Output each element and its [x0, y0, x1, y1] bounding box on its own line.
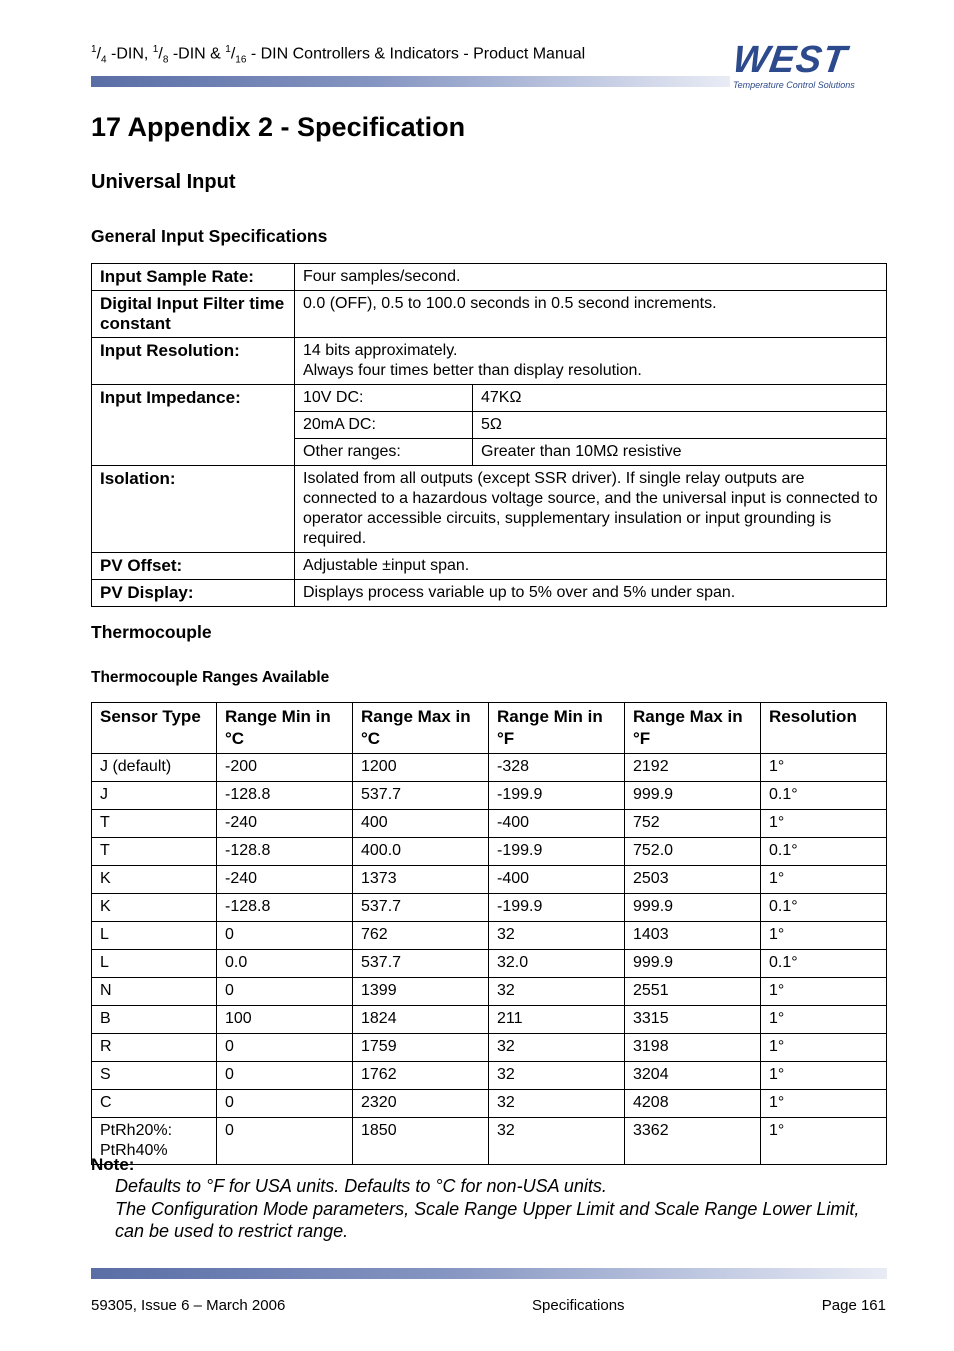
spec-value: Adjustable ±input span.	[295, 553, 887, 580]
table-cell: 752	[625, 810, 761, 838]
column-header: Range Max in °F	[625, 703, 761, 754]
table-cell: 1°	[761, 978, 887, 1006]
note-text	[115, 1175, 885, 1243]
table-cell: N	[92, 978, 217, 1006]
table-cell: 3362	[625, 1118, 761, 1165]
column-header: Range Min in °F	[489, 703, 625, 754]
table-cell: 2551	[625, 978, 761, 1006]
impedance-range: Other ranges:	[295, 439, 473, 466]
spec-value-line: Always four times better than display resolution.	[303, 362, 642, 379]
table-cell: 0.1°	[761, 894, 887, 922]
table-cell: 32	[489, 1062, 625, 1090]
table-cell: 0	[217, 1090, 353, 1118]
spec-value: Isolated from all outputs (except SSR driver). If single relay outputs are connected to a hazardous voltage source, and the universal input is connected to operator accessible circuits, supplementary insulation or input grounding is required.	[295, 466, 887, 553]
table-cell: 999.9	[625, 950, 761, 978]
table-cell: 400	[353, 810, 489, 838]
fraction-numerator: 1	[152, 44, 159, 55]
table-cell: 1°	[761, 1090, 887, 1118]
column-header: Resolution	[761, 703, 887, 754]
table-row	[92, 894, 887, 922]
spec-label: Input Impedance:	[92, 385, 295, 466]
table-cell: 1°	[761, 1006, 887, 1034]
general-specs-heading: General Input Specifications	[91, 226, 328, 246]
table-cell: 1°	[761, 866, 887, 894]
table-cell: 1°	[761, 810, 887, 838]
table-cell: 1759	[353, 1034, 489, 1062]
footer-section: Specifications	[532, 1297, 625, 1314]
table-row	[92, 782, 887, 810]
fraction-denominator: 16	[235, 54, 247, 66]
table-row	[92, 580, 887, 607]
thermocouple-ranges-table	[91, 702, 887, 1165]
spec-label: PV Display:	[92, 580, 295, 607]
table-cell: 537.7	[353, 782, 489, 810]
table-cell: L	[92, 922, 217, 950]
spec-value-line: 14 bits approximately.	[303, 342, 458, 359]
table-row	[92, 1062, 887, 1090]
west-logo	[730, 39, 888, 90]
table-cell: 1399	[353, 978, 489, 1006]
table-cell: 400.0	[353, 838, 489, 866]
table-cell: 1°	[761, 1118, 887, 1165]
table-cell: K	[92, 894, 217, 922]
thermocouple-subheading: Thermocouple Ranges Available	[91, 669, 330, 686]
table-row	[92, 1118, 887, 1165]
table-cell: 2503	[625, 866, 761, 894]
general-specs-table	[91, 263, 887, 607]
table-cell: 537.7	[353, 950, 489, 978]
footer-doc-info: 59305, Issue 6 – March 2006	[91, 1297, 286, 1314]
table-cell: 1200	[353, 754, 489, 782]
table-cell: 762	[353, 922, 489, 950]
spec-label: Digital Input Filter time constant	[92, 291, 295, 338]
table-cell: 752.0	[625, 838, 761, 866]
section-title: Universal Input	[91, 171, 236, 193]
table-cell: 100	[217, 1006, 353, 1034]
table-row	[92, 553, 887, 580]
table-cell: 0.1°	[761, 950, 887, 978]
thermocouple-heading: Thermocouple	[91, 622, 212, 642]
table-cell: 0	[217, 1034, 353, 1062]
table-cell: 1762	[353, 1062, 489, 1090]
logo-tagline: Temperature Control Solutions	[733, 80, 855, 90]
table-cell: L	[92, 950, 217, 978]
table-row	[92, 810, 887, 838]
spec-value: Displays process variable up to 5% over and 5% under span.	[295, 580, 887, 607]
table-cell: T	[92, 810, 217, 838]
table-cell: 32	[489, 922, 625, 950]
table-cell: R	[92, 1034, 217, 1062]
column-header: Range Max in °C	[353, 703, 489, 754]
fraction-numerator: 1	[225, 44, 231, 55]
table-cell: -199.9	[489, 894, 625, 922]
table-cell: 32.0	[489, 950, 625, 978]
spec-value	[295, 338, 887, 385]
table-row	[92, 866, 887, 894]
header-text: -DIN &	[168, 45, 226, 63]
table-cell: 2320	[353, 1090, 489, 1118]
table-cell: 0.0	[217, 950, 353, 978]
table-cell: 32	[489, 978, 625, 1006]
table-cell: 211	[489, 1006, 625, 1034]
table-row	[92, 291, 887, 338]
table-cell: C	[92, 1090, 217, 1118]
table-cell: J	[92, 782, 217, 810]
table-cell: 1°	[761, 922, 887, 950]
table-row	[92, 264, 887, 291]
table-cell: 0.1°	[761, 782, 887, 810]
table-cell: -199.9	[489, 782, 625, 810]
impedance-value: 5Ω	[473, 412, 887, 439]
spec-value: Four samples/second.	[295, 264, 887, 291]
table-cell: 1°	[761, 754, 887, 782]
note-line: Defaults to °F for USA units. Defaults to °C for non-USA units.	[115, 1176, 607, 1196]
table-cell: B	[92, 1006, 217, 1034]
column-header: Sensor Type	[92, 703, 217, 754]
header-text: - DIN Controllers & Indicators - Product Manual	[246, 45, 586, 63]
note-label: Note:	[91, 1155, 135, 1174]
fraction-denominator: 4	[101, 54, 107, 66]
table-row	[92, 1034, 887, 1062]
chapter-title: 17 Appendix 2 - Specification	[91, 112, 466, 142]
table-cell: 1°	[761, 1062, 887, 1090]
table-row	[92, 978, 887, 1006]
impedance-value: 47KΩ	[473, 385, 887, 412]
document-header-title: $^1/_4$ -DIN, $^1/_8$ -DIN & $^1/_{16}$ - DIN Controllers & Indicators - Product Manual	[91, 44, 586, 66]
impedance-range: 20mA DC:	[295, 412, 473, 439]
table-cell: -240	[217, 810, 353, 838]
table-cell: 999.9	[625, 782, 761, 810]
table-cell: 1403	[625, 922, 761, 950]
table-cell: -200	[217, 754, 353, 782]
table-row	[92, 1006, 887, 1034]
table-cell: -128.8	[217, 782, 353, 810]
spec-label: Input Resolution:	[92, 338, 295, 385]
table-cell: 3204	[625, 1062, 761, 1090]
spec-label: Input Sample Rate:	[92, 264, 295, 291]
spec-value: 0.0 (OFF), 0.5 to 100.0 seconds in 0.5 second increments.	[295, 291, 887, 338]
spec-label: PV Offset:	[92, 553, 295, 580]
table-cell: 0	[217, 922, 353, 950]
table-cell: -199.9	[489, 838, 625, 866]
table-cell: -240	[217, 866, 353, 894]
table-header-row	[92, 703, 887, 754]
fraction-numerator: 1	[91, 44, 97, 55]
spec-label: Isolation:	[92, 466, 295, 553]
note-line: The Configuration Mode parameters, Scale Range Upper Limit and Scale Range Lower Limit, can be used to restrict range.	[115, 1198, 860, 1241]
table-cell: J (default)	[92, 754, 217, 782]
table-row	[92, 338, 887, 385]
logo-wordmark: WEST	[730, 39, 850, 81]
table-row	[92, 922, 887, 950]
table-cell: 32	[489, 1090, 625, 1118]
table-cell: PtRh20%: PtRh40%	[92, 1118, 217, 1165]
table-cell: -128.8	[217, 838, 353, 866]
table-cell: 0	[217, 978, 353, 1006]
table-cell: S	[92, 1062, 217, 1090]
impedance-range: 10V DC:	[295, 385, 473, 412]
table-cell: 3198	[625, 1034, 761, 1062]
table-cell: -328	[489, 754, 625, 782]
table-cell: 32	[489, 1034, 625, 1062]
table-row	[92, 754, 887, 782]
table-cell: 32	[489, 1118, 625, 1165]
footer-page-number: Page 161	[821, 1297, 886, 1314]
table-cell: T	[92, 838, 217, 866]
table-cell: -128.8	[217, 894, 353, 922]
table-cell: -400	[489, 866, 625, 894]
table-cell: -400	[489, 810, 625, 838]
table-cell: 3315	[625, 1006, 761, 1034]
table-row	[92, 466, 887, 553]
table-row	[92, 950, 887, 978]
impedance-value: Greater than 10MΩ resistive	[473, 439, 887, 466]
table-cell: 0	[217, 1118, 353, 1165]
table-cell: 1°	[761, 1034, 887, 1062]
table-cell: 1373	[353, 866, 489, 894]
fraction-denominator: 8	[162, 54, 169, 66]
table-row	[92, 385, 887, 412]
table-cell: K	[92, 866, 217, 894]
table-cell: 2192	[625, 754, 761, 782]
table-row	[92, 838, 887, 866]
table-cell: 537.7	[353, 894, 489, 922]
column-header: Range Min in °C	[217, 703, 353, 754]
table-cell: 1824	[353, 1006, 489, 1034]
table-cell: 4208	[625, 1090, 761, 1118]
table-row	[92, 1090, 887, 1118]
footer-divider-bar	[91, 1268, 887, 1279]
table-cell: 999.9	[625, 894, 761, 922]
header-text: -DIN,	[106, 45, 153, 63]
table-cell: 1850	[353, 1118, 489, 1165]
table-cell: 0.1°	[761, 838, 887, 866]
table-cell: 0	[217, 1062, 353, 1090]
header-divider-bar	[91, 76, 730, 87]
